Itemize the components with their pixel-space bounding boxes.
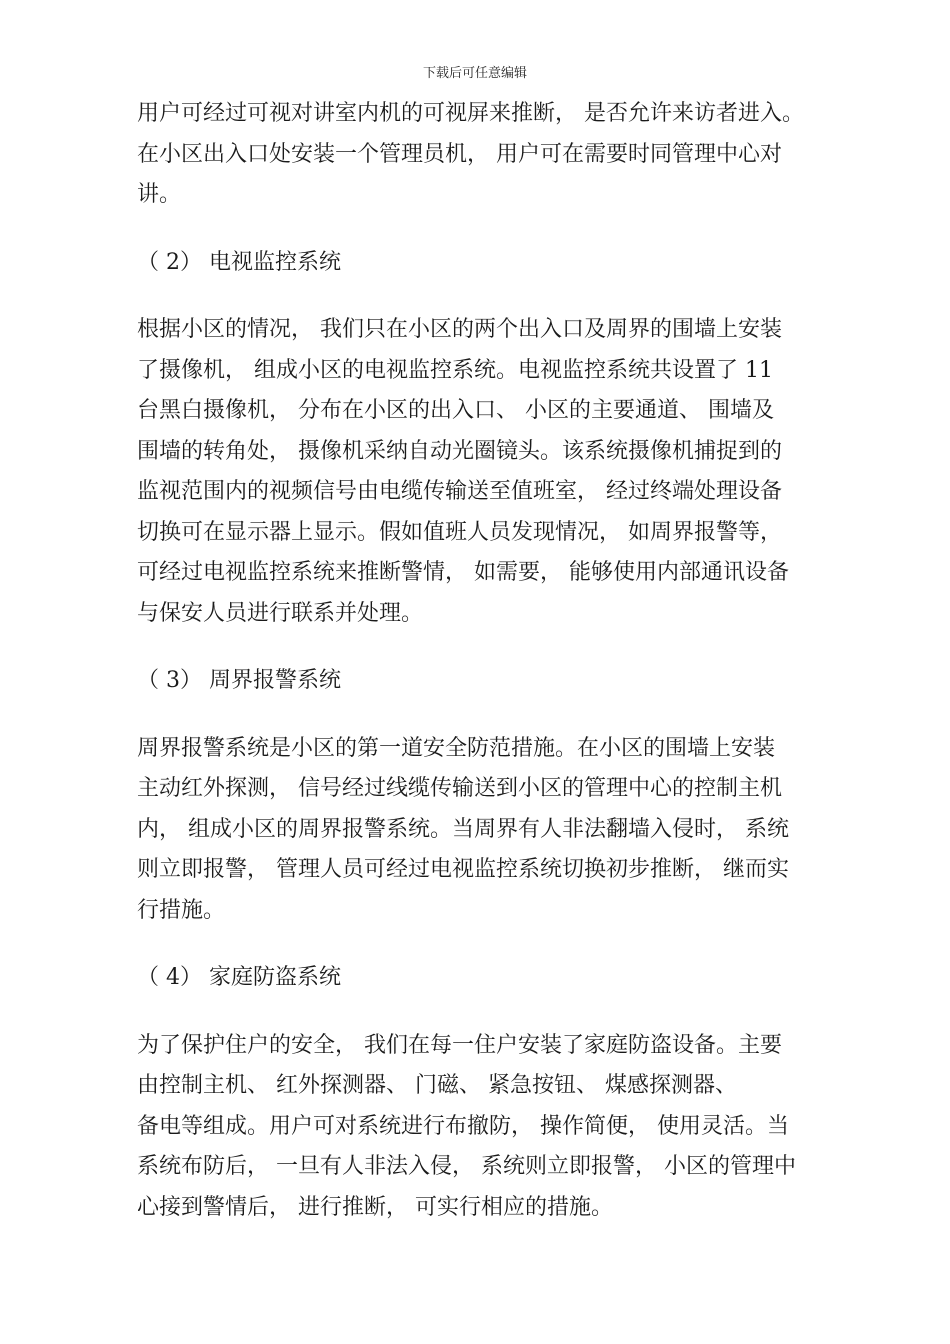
text-line: 根据小区的情况， 我们只在小区的两个出入口及周界的围墙上安装 [137, 317, 782, 342]
text-line: 主动红外探测， 信号经过线缆传输送到小区的管理中心的控制主机 [137, 776, 782, 801]
text-line: 为了保护住户的安全， 我们在每一住户安装了家庭防盗设备。主要 [137, 1032, 782, 1058]
paragraph-perimeter [137, 729, 837, 932]
document-body [137, 94, 837, 1228]
text-line: 周界报警系统是小区的第一道安全防范措施。在小区的围墙上安装 [137, 735, 776, 761]
text-line: 由控制主机、 红外探测器、 门磁、 紧急按钮、 煤感探测器、 [137, 1073, 737, 1098]
text-line: 系统布防后， 一旦有人非法入侵， 系统则立即报警， 小区的管理中 [137, 1154, 796, 1179]
text-line: 则立即报警， 管理人员可经过电视监控系统切换初步推断， 继而实 [137, 857, 789, 882]
text-line: 行措施。 [137, 897, 226, 923]
paragraph-intercom [137, 94, 837, 216]
text-line: 用户可经过可视对讲室内机的可视屏来推断， 是否允许来访者进入。 [137, 101, 804, 126]
text-line: 监视范围内的视频信号由电缆传输送至值班室， 经过终端处理设备 [137, 479, 782, 504]
text-line: 可经过电视监控系统来推断警情， 如需要， 能够使用内部通讯设备 [137, 560, 789, 585]
section-heading-burglar: （ 4） 家庭防盗系统 [137, 965, 341, 990]
text-line: 与保安人员进行联系并处理。 [137, 600, 424, 626]
page-header-note: 下载后可任意编辑 [422, 66, 527, 81]
text-line: 切换可在显示器上显示。假如值班人员发现情况， 如周界报警等， [137, 519, 782, 545]
paragraph-burglar [137, 1026, 837, 1229]
text-line: 台黑白摄像机， 分布在小区的出入口、 小区的主要通道、 围墙及 [137, 398, 774, 423]
section-heading-cctv: （ 2） 电视监控系统 [137, 249, 341, 275]
paragraph-cctv [137, 310, 837, 634]
text-line: 备电等组成。用户可对系统进行布撤防， 操作简便， 使用灵活。当 [137, 1113, 789, 1139]
text-line: 讲。 [137, 182, 182, 207]
text-line: 心接到警情后， 进行推断， 可实行相应的措施。 [137, 1194, 613, 1220]
text-line: 内， 组成小区的周界报警系统。当周界有人非法翻墙入侵时， 系统 [137, 816, 789, 842]
text-line: 在小区出入口处安装一个管理员机， 用户可在需要时同管理中心对 [137, 141, 782, 167]
text-line: 了摄像机， 组成小区的电视监控系统。电视监控系统共设置了 11 [137, 357, 773, 383]
text-line: 围墙的转角处， 摄像机采纳自动光圈镜头。该系统摄像机捕捉到的 [137, 438, 782, 464]
section-heading-perimeter: （ 3） 周界报警系统 [137, 668, 341, 693]
